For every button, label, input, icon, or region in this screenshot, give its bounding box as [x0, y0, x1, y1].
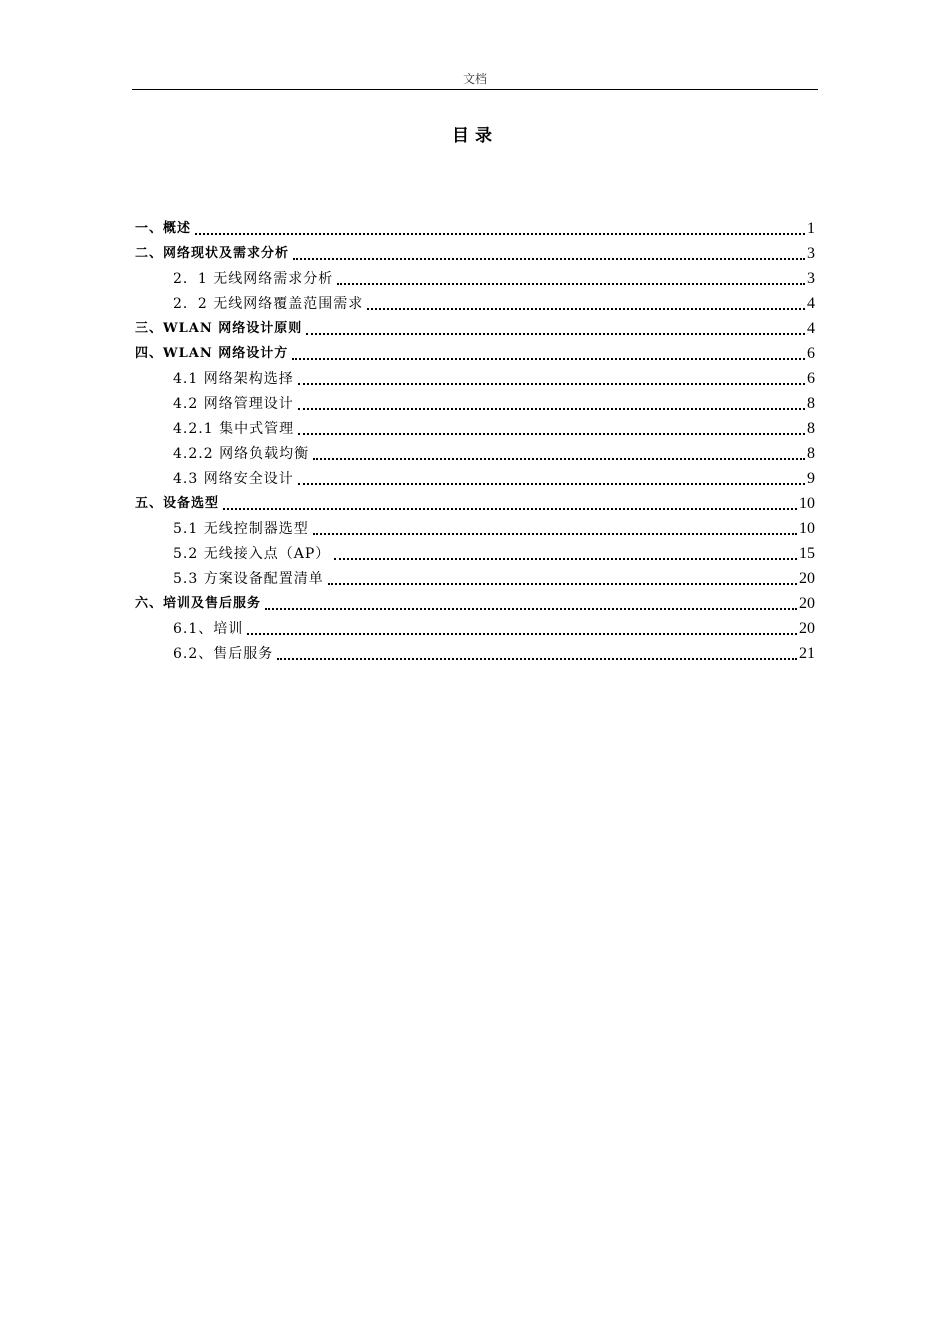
toc-entry[interactable] — [135, 414, 815, 439]
toc-entry-label: 四、WLAN 网络设计方 — [135, 346, 289, 361]
toc-entry-page: 10 — [799, 495, 815, 512]
toc-leader-dots — [298, 402, 805, 410]
toc-leader-dots — [293, 252, 805, 260]
toc-entry[interactable] — [135, 264, 815, 289]
toc-entry-label: 5.2 无线接入点（AP） — [173, 546, 331, 562]
toc-entry[interactable] — [135, 289, 815, 314]
toc-leader-dots — [277, 652, 797, 660]
toc-entry-page: 3 — [807, 270, 815, 287]
toc-entry-page: 9 — [807, 470, 815, 487]
toc-entry-page: 10 — [799, 520, 815, 537]
toc-leader-dots — [195, 227, 805, 235]
toc-entry-page: 8 — [807, 445, 815, 462]
toc-entry-label: 三、WLAN 网络设计原则 — [135, 321, 303, 336]
toc-leader-dots — [367, 302, 805, 310]
toc-leader-dots — [223, 502, 797, 510]
toc-entry-page: 20 — [799, 595, 815, 612]
toc-entry[interactable] — [135, 489, 815, 514]
toc-entry[interactable] — [135, 464, 815, 489]
toc-entry[interactable] — [135, 389, 815, 414]
toc-entry-page: 20 — [799, 620, 815, 637]
toc-leader-dots — [247, 627, 797, 635]
toc-entry-page: 8 — [807, 420, 815, 437]
table-of-contents — [135, 214, 815, 664]
toc-entry-page: 21 — [799, 645, 815, 662]
toc-leader-dots — [298, 377, 805, 385]
toc-entry-page: 4 — [807, 320, 815, 337]
page-header-text: 文档 — [462, 72, 487, 86]
toc-entry-label: 二、网络现状及需求分析 — [135, 246, 290, 261]
toc-entry-page: 1 — [807, 220, 815, 237]
toc-entry-label: 4.3 网络安全设计 — [173, 471, 294, 487]
toc-entry[interactable] — [135, 589, 815, 614]
toc-entry-label: 6.1、培训 — [173, 621, 244, 637]
toc-entry-page: 3 — [807, 245, 815, 262]
toc-entry-page: 15 — [799, 545, 815, 562]
toc-entry[interactable] — [135, 339, 815, 364]
toc-title: 目录 — [452, 126, 498, 146]
toc-entry[interactable] — [135, 639, 815, 664]
toc-entry-label: 4.2.1 集中式管理 — [173, 421, 295, 437]
toc-leader-dots — [337, 277, 805, 285]
toc-leader-dots — [306, 327, 805, 335]
toc-entry-label: 6.2、售后服务 — [173, 646, 274, 662]
toc-entry-label: 六、培训及售后服务 — [135, 596, 262, 611]
toc-entry[interactable] — [135, 214, 815, 239]
toc-entry[interactable] — [135, 364, 815, 389]
toc-entry-page: 8 — [807, 395, 815, 412]
toc-leader-dots — [334, 552, 797, 560]
toc-leader-dots — [265, 602, 797, 610]
toc-leader-dots — [292, 352, 805, 360]
page-header — [132, 70, 818, 90]
toc-entry-label: 5.1 无线控制器选型 — [173, 521, 309, 537]
toc-entry[interactable] — [135, 439, 815, 464]
toc-entry-label: 5.3 方案设备配置清单 — [173, 571, 324, 587]
toc-entry-label: 2．2 无线网络覆盖范围需求 — [173, 296, 364, 312]
toc-leader-dots — [313, 452, 805, 460]
toc-entry-label: 一、概述 — [135, 221, 192, 236]
toc-entry-label: 4.1 网络架构选择 — [173, 371, 294, 387]
toc-entry[interactable] — [135, 614, 815, 639]
toc-leader-dots — [298, 427, 805, 435]
toc-entry[interactable] — [135, 239, 815, 264]
toc-entry-page: 20 — [799, 570, 815, 587]
toc-leader-dots — [313, 527, 797, 535]
toc-entry-label: 4.2.2 网络负载均衡 — [173, 446, 310, 462]
toc-leader-dots — [328, 577, 797, 585]
toc-entry-page: 6 — [807, 345, 815, 362]
toc-entry[interactable] — [135, 564, 815, 589]
toc-entry-label: 4.2 网络管理设计 — [173, 396, 294, 412]
toc-leader-dots — [298, 477, 805, 485]
toc-entry-page: 6 — [807, 370, 815, 387]
toc-entry[interactable] — [135, 314, 815, 339]
toc-entry[interactable] — [135, 539, 815, 564]
toc-entry-label: 五、设备选型 — [135, 496, 220, 511]
toc-entry-label: 2．1 无线网络需求分析 — [173, 271, 334, 287]
toc-entry[interactable] — [135, 514, 815, 539]
toc-entry-page: 4 — [807, 295, 815, 312]
